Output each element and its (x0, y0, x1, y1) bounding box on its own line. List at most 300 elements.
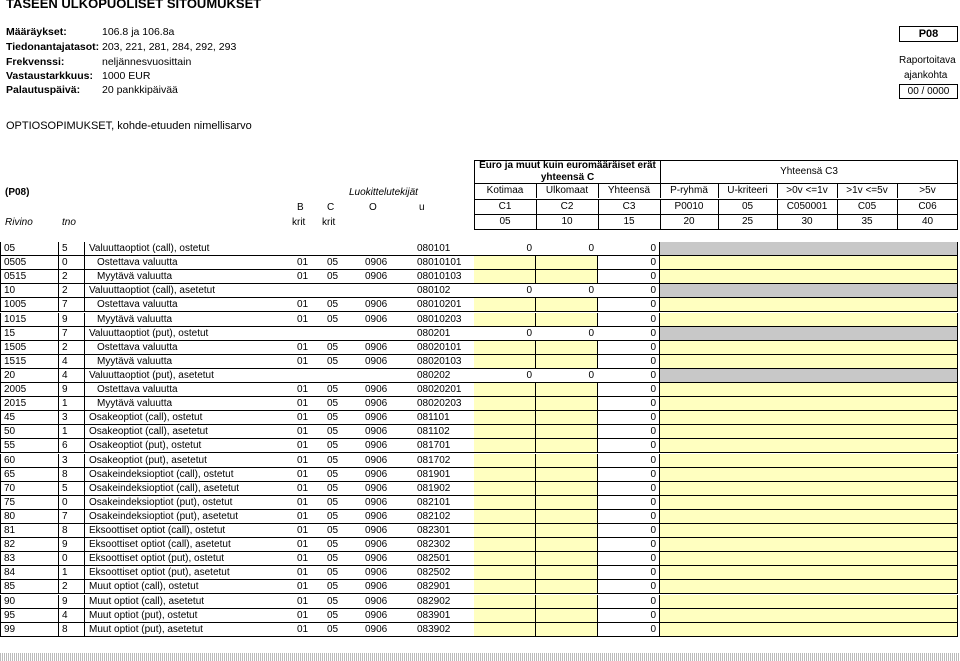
rivino-cell: 0515 (0, 270, 59, 284)
col-name: Yhteensä (598, 184, 661, 198)
c-cell: 05 (327, 440, 339, 451)
o-cell: 0906 (365, 257, 388, 268)
yhteensa-value: 0 (650, 412, 656, 423)
table-row (0, 270, 960, 284)
yhteensa-value: 0 (650, 285, 656, 296)
ajankohta-label: ajankohta (904, 70, 948, 81)
c3-breakdown-input[interactable] (660, 355, 958, 369)
col-code: C2 (536, 200, 599, 214)
description-cell: Myytävä valuutta (85, 355, 660, 369)
o-cell: 0906 (365, 455, 388, 466)
ulkomaat-value (536, 468, 598, 482)
b-cell: 01 (297, 356, 309, 367)
rivino-cell: 85 (0, 580, 59, 594)
description-cell: Valuuttaoptiot (put), ostetut (85, 327, 660, 341)
ulkomaat-value (536, 482, 598, 496)
raportoitava-label: Raportoitava (899, 55, 956, 66)
tno-cell: 9 (59, 383, 85, 397)
rivino-cell: 05 (0, 242, 59, 256)
col-code: C06 (918, 201, 937, 212)
col-number: 35 (837, 215, 898, 229)
tno-cell: 0 (59, 496, 85, 510)
u-cell: 08020101 (417, 342, 462, 353)
o-cell: 0906 (365, 610, 388, 621)
col-name: Kotimaa (474, 184, 537, 198)
table-row (0, 284, 960, 298)
rivino-cell: 65 (0, 468, 59, 482)
ulkomaat-value (536, 538, 598, 552)
kotimaa-value (474, 454, 536, 468)
o-cell: 0906 (365, 299, 388, 310)
col-name: P-ryhmä (660, 184, 719, 198)
c-cell: 05 (327, 511, 339, 522)
yhteensa-value: 0 (650, 314, 656, 325)
kotimaa-value (474, 566, 536, 580)
rivino-cell: 90 (0, 595, 59, 609)
rivino-cell: 1005 (0, 298, 59, 312)
kotimaa-value (474, 552, 536, 566)
c-cell: 05 (327, 497, 339, 508)
kotimaa-value (474, 341, 536, 355)
yhteensa-value: 0 (650, 581, 656, 592)
c3-breakdown-input[interactable] (660, 425, 958, 439)
o-cell: 0906 (365, 271, 388, 282)
yhteensa-value: 0 (650, 271, 656, 282)
kotimaa-value (474, 397, 536, 411)
c3-breakdown-input[interactable] (660, 609, 958, 623)
c3-breakdown-input[interactable] (660, 397, 958, 411)
kotimaa-value (474, 524, 536, 538)
table-row (0, 496, 960, 510)
meta-value: 1000 EUR (102, 70, 151, 82)
yhteensa-value: 0 (650, 328, 656, 339)
description-cell: Eksoottiset optiot (call), ostetut (85, 524, 660, 538)
c-cell: 05 (327, 384, 339, 395)
c3-breakdown-input[interactable] (660, 454, 958, 468)
table-row (0, 482, 960, 496)
description-cell: Muut optiot (put), asetetut (85, 623, 660, 637)
rivino-cell: 10 (0, 284, 59, 298)
col-code: C1 (474, 200, 537, 214)
table-row (0, 397, 960, 411)
rivino-cell: 99 (0, 623, 59, 637)
table-row (0, 411, 960, 425)
yhteensa-value: 0 (650, 356, 656, 367)
b-cell: 01 (297, 610, 309, 621)
rivino-cell: 83 (0, 552, 59, 566)
yhteensa-value: 0 (650, 525, 656, 536)
ulkomaat-value (536, 552, 598, 566)
ulkomaat-value: 0 (588, 243, 594, 254)
krit-label: krit (292, 217, 306, 228)
ulkomaat-value (536, 341, 598, 355)
col-code: P0010 (660, 200, 719, 214)
tno-cell: 9 (59, 595, 85, 609)
kotimaa-value (474, 482, 536, 496)
description-cell: Eksoottiset optiot (call), asetetut (85, 538, 660, 552)
description-cell: Ostettava valuutta (85, 256, 660, 270)
b-cell: 01 (297, 384, 309, 395)
c3-breakdown-input[interactable] (660, 566, 958, 580)
u-cell: 082502 (417, 567, 451, 578)
yhteensa-value: 0 (650, 426, 656, 437)
ulkomaat-value (536, 595, 598, 609)
c-cell: 05 (327, 299, 339, 310)
b-cell: 01 (297, 314, 309, 325)
u-cell: 081701 (417, 440, 451, 451)
tno-cell: 6 (59, 439, 85, 453)
kotimaa-value (474, 609, 536, 623)
c-cell: 05 (327, 314, 339, 325)
col-number: 40 (921, 216, 934, 227)
yhteensa-value: 0 (650, 455, 656, 466)
ulkomaat-value (536, 623, 598, 637)
u-cell: 082102 (417, 511, 451, 522)
tno-cell: 7 (59, 510, 85, 524)
c3-breakdown-input[interactable] (660, 341, 958, 355)
c3-breakdown-disabled (660, 369, 958, 383)
rivino-cell: 84 (0, 566, 59, 580)
o-cell: 0906 (365, 398, 388, 409)
c-cell: 05 (327, 596, 339, 607)
col-number: 05 (474, 215, 537, 229)
kotimaa-value (474, 355, 536, 369)
yhteensa-value: 0 (650, 539, 656, 550)
kotimaa-value (474, 425, 536, 439)
kotimaa-value: 0 (526, 285, 532, 296)
o-cell: 0906 (365, 384, 388, 395)
table-row (0, 468, 960, 482)
tno-cell: 8 (59, 468, 85, 482)
tno-cell: 3 (59, 454, 85, 468)
description-cell: Ostettava valuutta (85, 298, 660, 312)
c3-breakdown-input[interactable] (660, 298, 958, 312)
b-cell: 01 (297, 483, 309, 494)
c3-breakdown-input[interactable] (660, 510, 958, 524)
rivino-cell: 2005 (0, 383, 59, 397)
o-cell: 0906 (365, 553, 388, 564)
tno-cell: 5 (59, 242, 85, 256)
tno-cell: 5 (59, 482, 85, 496)
col-number: 15 (598, 215, 661, 229)
meta-label: Määräykset: (6, 26, 67, 38)
kotimaa-value (474, 623, 536, 637)
b-cell: 01 (297, 299, 309, 310)
table-row (0, 256, 960, 270)
rivino-cell: 95 (0, 609, 59, 623)
c-cell: 05 (327, 567, 339, 578)
krit-label: krit (322, 217, 336, 228)
description-cell: Myytävä valuutta (85, 270, 660, 284)
ulkomaat-value: 0 (588, 285, 594, 296)
u-cell: 081102 (417, 426, 450, 437)
description-cell: Osakeoptiot (call), asetetut (85, 425, 660, 439)
bcou-label: O (369, 202, 377, 213)
table-row (0, 425, 960, 439)
c3-breakdown-input[interactable] (660, 623, 958, 637)
description-cell: Osakeindeksioptiot (put), ostetut (85, 496, 660, 510)
b-cell: 01 (297, 553, 309, 564)
o-cell: 0906 (365, 624, 388, 635)
rivino-cell: 15 (0, 327, 59, 341)
c3-breakdown-input[interactable] (660, 552, 958, 566)
tno-cell: 2 (59, 580, 85, 594)
yhteensa-value: 0 (650, 567, 656, 578)
c3-breakdown-input[interactable] (660, 256, 958, 270)
tno-cell: 8 (59, 623, 85, 637)
table-row (0, 355, 960, 369)
o-cell: 0906 (365, 314, 388, 325)
col-name: Ulkomaat (536, 184, 599, 198)
c3-breakdown-input[interactable] (660, 383, 958, 397)
o-cell: 0906 (365, 356, 388, 367)
bcou-label: u (419, 202, 425, 213)
col-name: >1v <=5v (837, 184, 898, 198)
c-cell: 05 (327, 553, 339, 564)
table-row (0, 609, 960, 623)
u-cell: 082902 (417, 596, 451, 607)
col-number: 20 (660, 215, 719, 229)
rivino-cell: 60 (0, 454, 59, 468)
rivino-cell: 75 (0, 496, 59, 510)
table-row (0, 538, 960, 552)
ulkomaat-value (536, 411, 598, 425)
description-cell: Osakeindeksioptiot (call), ostetut (85, 468, 660, 482)
yhteensa-value: 0 (650, 596, 656, 607)
table-row (0, 552, 960, 566)
c3-breakdown-input[interactable] (660, 482, 958, 496)
c3-breakdown-input[interactable] (660, 439, 958, 453)
c3-breakdown-input[interactable] (660, 496, 958, 510)
ulkomaat-value (536, 510, 598, 524)
c3-breakdown-input[interactable] (660, 580, 958, 594)
c3-breakdown-input[interactable] (660, 468, 958, 482)
kotimaa-value (474, 298, 536, 312)
yhteensa-value: 0 (650, 497, 656, 508)
luokittelu-label: Luokittelutekijät (349, 187, 418, 198)
kotimaa-value (474, 439, 536, 453)
meta-value: neljännesvuosittain (102, 56, 192, 68)
u-cell: 080202 (417, 370, 451, 381)
b-cell: 01 (297, 624, 309, 635)
col-number: 30 (777, 215, 838, 229)
meta-label: Frekvenssi: (6, 56, 65, 68)
yhteensa-value: 0 (650, 553, 656, 564)
ulkomaat-value (536, 270, 598, 284)
ulkomaat-value: 0 (588, 328, 594, 339)
table-row (0, 623, 960, 637)
b-cell: 01 (297, 455, 309, 466)
b-cell: 01 (297, 440, 309, 451)
b-cell: 01 (297, 497, 309, 508)
u-cell: 082301 (417, 525, 451, 536)
ulkomaat-value (536, 580, 598, 594)
rivino-cell: 50 (0, 425, 59, 439)
c3-breakdown-input[interactable] (660, 595, 958, 609)
kotimaa-value (474, 270, 536, 284)
ulkomaat-value (536, 397, 598, 411)
bottom-border-pattern (0, 653, 960, 661)
rivino-cell: 82 (0, 538, 59, 552)
page-title: TASEEN ULKOPUOLISET SITOUMUKSET (6, 0, 262, 11)
o-cell: 0906 (365, 539, 388, 550)
rivino-cell: 80 (0, 510, 59, 524)
c3-breakdown-input[interactable] (660, 270, 958, 284)
yhteensa-value: 0 (650, 398, 656, 409)
u-cell: 08020103 (417, 356, 462, 367)
table-row (0, 510, 960, 524)
table-row (0, 313, 960, 327)
tno-cell: 1 (59, 425, 85, 439)
b-cell: 01 (297, 271, 309, 282)
b-cell: 01 (297, 469, 309, 480)
o-cell: 0906 (365, 469, 388, 480)
c-cell: 05 (327, 539, 339, 550)
kotimaa-value: 0 (526, 243, 532, 254)
form-code-box: P08 (899, 26, 958, 42)
yhteensa-value: 0 (650, 624, 656, 635)
description-cell: Ostettava valuutta (85, 341, 660, 355)
description-cell: Osakeoptiot (call), ostetut (85, 411, 660, 425)
o-cell: 0906 (365, 567, 388, 578)
table-row (0, 595, 960, 609)
kotimaa-value (474, 496, 536, 510)
u-cell: 080102 (417, 285, 451, 296)
description-cell: Muut optiot (put), ostetut (85, 609, 660, 623)
col-number: 25 (718, 215, 778, 229)
yhteensa-value: 0 (650, 511, 656, 522)
ulkomaat-value (536, 256, 598, 270)
description-cell: Valuuttaoptiot (call), asetetut (85, 284, 660, 298)
yhteensa-value: 0 (650, 610, 656, 621)
o-cell: 0906 (365, 525, 388, 536)
c-cell: 05 (327, 581, 339, 592)
tno-cell: 1 (59, 566, 85, 580)
rivino-cell: 45 (0, 411, 59, 425)
c-cell: 05 (327, 426, 339, 437)
u-cell: 08020201 (417, 384, 462, 395)
tno-cell: 1 (59, 397, 85, 411)
table-row (0, 298, 960, 312)
group2-header-label: Yhteensä C3 (780, 166, 838, 177)
meta-value: 106.8 ja 106.8a (102, 26, 175, 38)
rivino-cell: 55 (0, 439, 59, 453)
u-cell: 08010203 (417, 314, 462, 325)
ulkomaat-value (536, 313, 598, 327)
o-cell: 0906 (365, 511, 388, 522)
ulkomaat-value (536, 496, 598, 510)
c3-breakdown-disabled (660, 242, 958, 256)
tno-cell: 9 (59, 538, 85, 552)
table-row (0, 566, 960, 580)
bcou-label: B (297, 202, 304, 213)
yhteensa-value: 0 (650, 243, 656, 254)
b-cell: 01 (297, 511, 309, 522)
table-row (0, 327, 960, 341)
o-cell: 0906 (365, 412, 388, 423)
u-cell: 082302 (417, 539, 451, 550)
description-cell: Myytävä valuutta (85, 397, 660, 411)
o-cell: 0906 (365, 596, 388, 607)
description-cell: Muut optiot (call), ostetut (85, 580, 660, 594)
u-cell: 081702 (417, 455, 451, 466)
description-cell: Osakeindeksioptiot (put), asetetut (85, 510, 660, 524)
c3-breakdown-input[interactable] (660, 524, 958, 538)
ulkomaat-value (536, 355, 598, 369)
o-cell: 0906 (365, 497, 388, 508)
ulkomaat-value (536, 439, 598, 453)
col-code: C05 (837, 200, 898, 214)
c-cell: 05 (327, 469, 339, 480)
tno-cell: 4 (59, 355, 85, 369)
tno-cell: 2 (59, 270, 85, 284)
c3-breakdown-disabled (660, 284, 958, 298)
b-cell: 01 (297, 426, 309, 437)
u-cell: 083901 (417, 610, 451, 621)
ulkomaat-value (536, 524, 598, 538)
c-cell: 05 (327, 610, 339, 621)
u-cell: 081901 (417, 469, 451, 480)
tno-cell: 3 (59, 411, 85, 425)
col-name: >5v (919, 185, 936, 196)
group-header-label: Euro ja muut kuin euromääräiset erät yhteensä C (479, 160, 656, 183)
c3-breakdown-disabled (660, 327, 958, 341)
col-number: 10 (536, 215, 599, 229)
yhteensa-value: 0 (650, 370, 656, 381)
col-code: C050001 (777, 200, 838, 214)
u-cell: 08020203 (417, 398, 462, 409)
b-cell: 01 (297, 567, 309, 578)
table-row (0, 383, 960, 397)
ulkomaat-value (536, 425, 598, 439)
description-cell: Eksoottiset optiot (put), asetetut (85, 566, 660, 580)
kotimaa-value (474, 510, 536, 524)
o-cell: 0906 (365, 581, 388, 592)
yhteensa-value: 0 (650, 257, 656, 268)
description-cell: Valuuttaoptiot (put), asetetut (85, 369, 660, 383)
c3-breakdown-input[interactable] (660, 411, 958, 425)
description-cell: Osakeoptiot (put), asetetut (85, 454, 660, 468)
c-cell: 05 (327, 271, 339, 282)
tno-cell: 7 (59, 298, 85, 312)
description-cell: Myytävä valuutta (85, 313, 660, 327)
yhteensa-value: 0 (650, 440, 656, 451)
table-row (0, 369, 960, 383)
tno-cell: 7 (59, 327, 85, 341)
b-cell: 01 (297, 596, 309, 607)
description-cell: Osakeindeksioptiot (call), asetetut (85, 482, 660, 496)
meta-label: Vastaustarkkuus: (6, 70, 93, 82)
kotimaa-value (474, 595, 536, 609)
u-cell: 080201 (417, 328, 451, 339)
meta-value: 20 pankkipäivää (102, 84, 178, 96)
rivino-cell: 20 (0, 369, 59, 383)
u-cell: 082101 (417, 497, 451, 508)
c-cell: 05 (327, 342, 339, 353)
o-cell: 0906 (365, 342, 388, 353)
kotimaa-value (474, 256, 536, 270)
col-code: 05 (718, 200, 778, 214)
kotimaa-value (474, 383, 536, 397)
yhteensa-value: 0 (650, 342, 656, 353)
meta-label: Tiedonantajatasot: (6, 41, 100, 53)
c-cell: 05 (327, 356, 339, 367)
c3-breakdown-input[interactable] (660, 538, 958, 552)
description-cell: Osakeoptiot (put), ostetut (85, 439, 660, 453)
c3-breakdown-input[interactable] (660, 313, 958, 327)
reporting-date-field[interactable]: 00 / 0000 (899, 84, 958, 99)
u-cell: 082901 (417, 581, 451, 592)
